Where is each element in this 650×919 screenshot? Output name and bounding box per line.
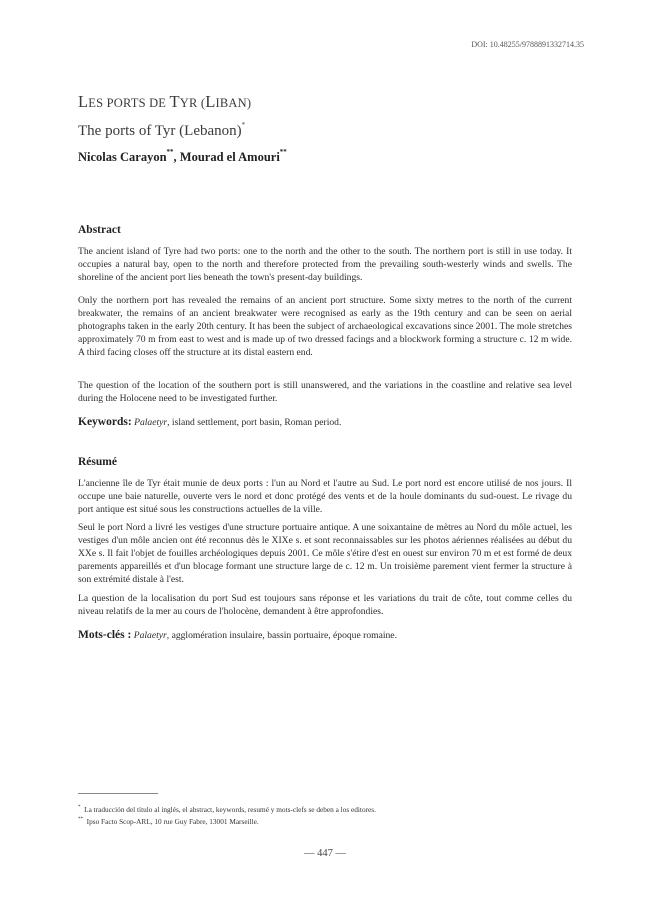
mots-cles-label: Mots-clés : [78,629,132,641]
keywords-line [78,416,572,428]
authors-line: Nicolas Carayon**, Mourad el Amouri** [78,148,287,164]
footnote: ** Ipso Facto Scop-ARL, 10 rue Guy Fabre, 13001 Marseille. [78,817,259,826]
mots-cles-text: , agglomération insulaire, bassin portuaire, époque romaine. [166,630,397,641]
resume-paragraph: Seul le port Nord a livré les vestiges d'une structure portuaire antique. A une soixantaine de mètres au Nord du môle actuel, les vestiges d'un môle ancien ont été reconnus dès le XIXe s. et sont reconnaissables sur les photos aériennes réalisées au début du XXe s. Il fait l'objet de fouilles archéologiques depuis 2001. Ce môle s'étire d'est en ouest sur environ 70 m et est formé de deux parements appareillés et d'un blocage formant une structure large de c. 12 m. Un troisième parement vient fermer la structure à son extrémité distale à l'est. [78,522,572,585]
keyword-italic: Palaetyr [133,630,167,641]
keywords-label: Keywords: [78,416,132,428]
keyword-italic: Palaetyr [134,417,168,428]
resume-paragraph: L'ancienne île de Tyr était munie de deux ports : l'un au Nord et l'autre au Sud. Le port nord est encore utilisé de nos jours. Il occupe une baie naturelle, ouverte vers le nord et donc protégé des vents et de la houle dominants du sud-ouest. Le rivage du port antique est situé sous les constructions actuelles de la ville. [78,478,572,515]
author-name: Mourad el Amouri [179,150,280,164]
doi-label: DOI: 10.48255/9788891332714.35 [471,40,584,49]
mots-cles-line [78,629,572,641]
author-affiliation-mark: ** [279,148,287,156]
article-title-english: The ports of Tyr (Lebanon)* [78,121,246,139]
footnote-mark: * [241,121,246,129]
abstract-paragraph: The ancient island of Tyre had two ports: one to the north and the other to the south. The northern port is still in use today. It occupies a natural bay, open to the north and therefore protected from the prevailing south-westerly winds and swells. The shoreline of the ancient port lies beneath the town's present-day buildings. [78,246,572,283]
abstract-paragraph: Only the northern port has revealed the remains of an ancient port structure. Some sixty metres to the north of the current breakwater, the remains of an ancient breakwater were recognised as early as the 19th century and can be seen on aerial photographs taken in the early 20th century. It has been the subject of archaeological excavations since 2001. The mole stretches approximately 70 m from east to west and is made up of two dressed facings and a blockwork forming a structure c. 12 m wide. A third facing closes off the structure at its distal eastern end. [78,295,572,358]
abstract-paragraph: The question of the location of the southern port is still unanswered, and the variations in the coastline and relative sea level during the Holocene need to be investigated further. [78,380,572,404]
footnote: * La traducción del título al inglés, el abstract, keywords, resumé y mots-clefs se deben a los editores. [78,805,376,814]
author-name: Nicolas Carayon [78,150,167,164]
abstract-heading: Abstract [78,224,121,236]
resume-heading: Résumé [78,456,117,468]
resume-paragraph: La question de la localisation du port Sud est toujours sans réponse et les variations du trait de côte, tout comme celles du niveau relatifs de la mer au cours de l'holocène, demandent à être approfondies. [78,593,572,617]
page-number: — 447 — [304,848,346,859]
footnote-divider [78,793,158,794]
author-affiliation-mark: ** [166,148,174,156]
keywords-text: , island settlement, port basin, Roman period. [167,417,342,428]
article-title-french: LES PORTS DE TYR (LIBAN) [78,92,252,111]
